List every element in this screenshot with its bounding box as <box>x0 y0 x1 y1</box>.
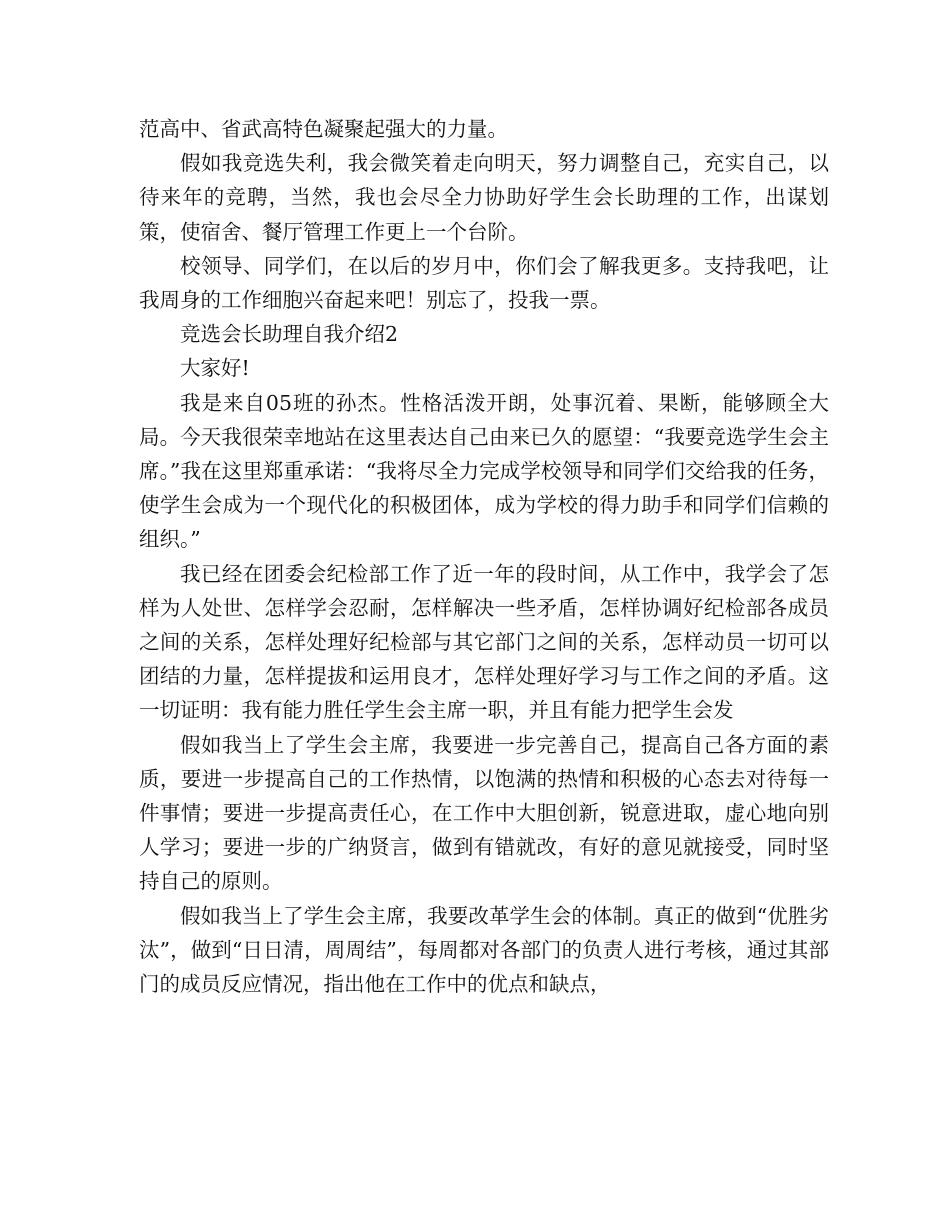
paragraph: 我已经在团委会纪检部工作了近一年的段时间，从工作中，我学会了怎样为人处世、怎样学会忍耐，怎样解决一些矛盾，怎样协调好纪检部各成员之间的关系，怎样处理好纪检部与其它部门之间的关系，怎样动员一切可以团结的力量，怎样提拔和运用良才，怎样处理好学习与工作之间的矛盾。这一切证明：我有能力胜任学生会主席一职，并且有能力把学生会发 <box>139 561 829 723</box>
document-page <box>139 112 829 1001</box>
paragraph: 假如我当上了学生会主席，我要改革学生会的体制。真正的做到“优胜劣汰”，做到“日日清，周周结”，每周都对各部门的负责人进行考核，通过其部门的成员反应情况，指出他在工作中的优点和缺点， <box>139 903 829 997</box>
greeting: 大家好! <box>180 356 250 381</box>
section-heading: 竞选会长助理自我介绍2 <box>180 322 399 347</box>
paragraph: 范高中、省武高特色凝聚起强大的力量。 <box>139 117 508 141</box>
paragraph: 校领导、同学们，在以后的岁月中，你们会了解我更多。支持我吧，让我周身的工作细胞兴奋起来吧！别忘了，投我一票。 <box>139 253 829 313</box>
paragraph: 我是来自05班的孙杰。性格活泼开朗，处事沉着、果断，能够顾全大局。今天我很荣幸地站在这里表达自己由来已久的愿望：“我要竞选学生会主席。”我在这里郑重承诺：“我将尽全力完成学校领导和同学们交给我的任务，使学生会成为一个现代化的积极团体，成为学校的得力助手和同学们信赖的组织。” <box>139 390 829 552</box>
paragraph: 假如我竞选失利，我会微笑着走向明天，努力调整自己，充实自己，以待来年的竞聘，当然，我也会尽全力协助好学生会长助理的工作，出谋划策，使宿舍、餐厅管理工作更上一个台阶。 <box>139 151 829 244</box>
paragraph: 假如我当上了学生会主席，我要进一步完善自己，提高自己各方面的素质，要进一步提高自己的工作热情，以饱满的热情和积极的心态去对待每一件事情；要进一步提高责任心，在工作中大胆创新，锐意进取，虚心地向别人学习；要进一步的广纳贤言，做到有错就改，有好的意见就接受，同时坚持自己的原则。 <box>139 732 829 894</box>
